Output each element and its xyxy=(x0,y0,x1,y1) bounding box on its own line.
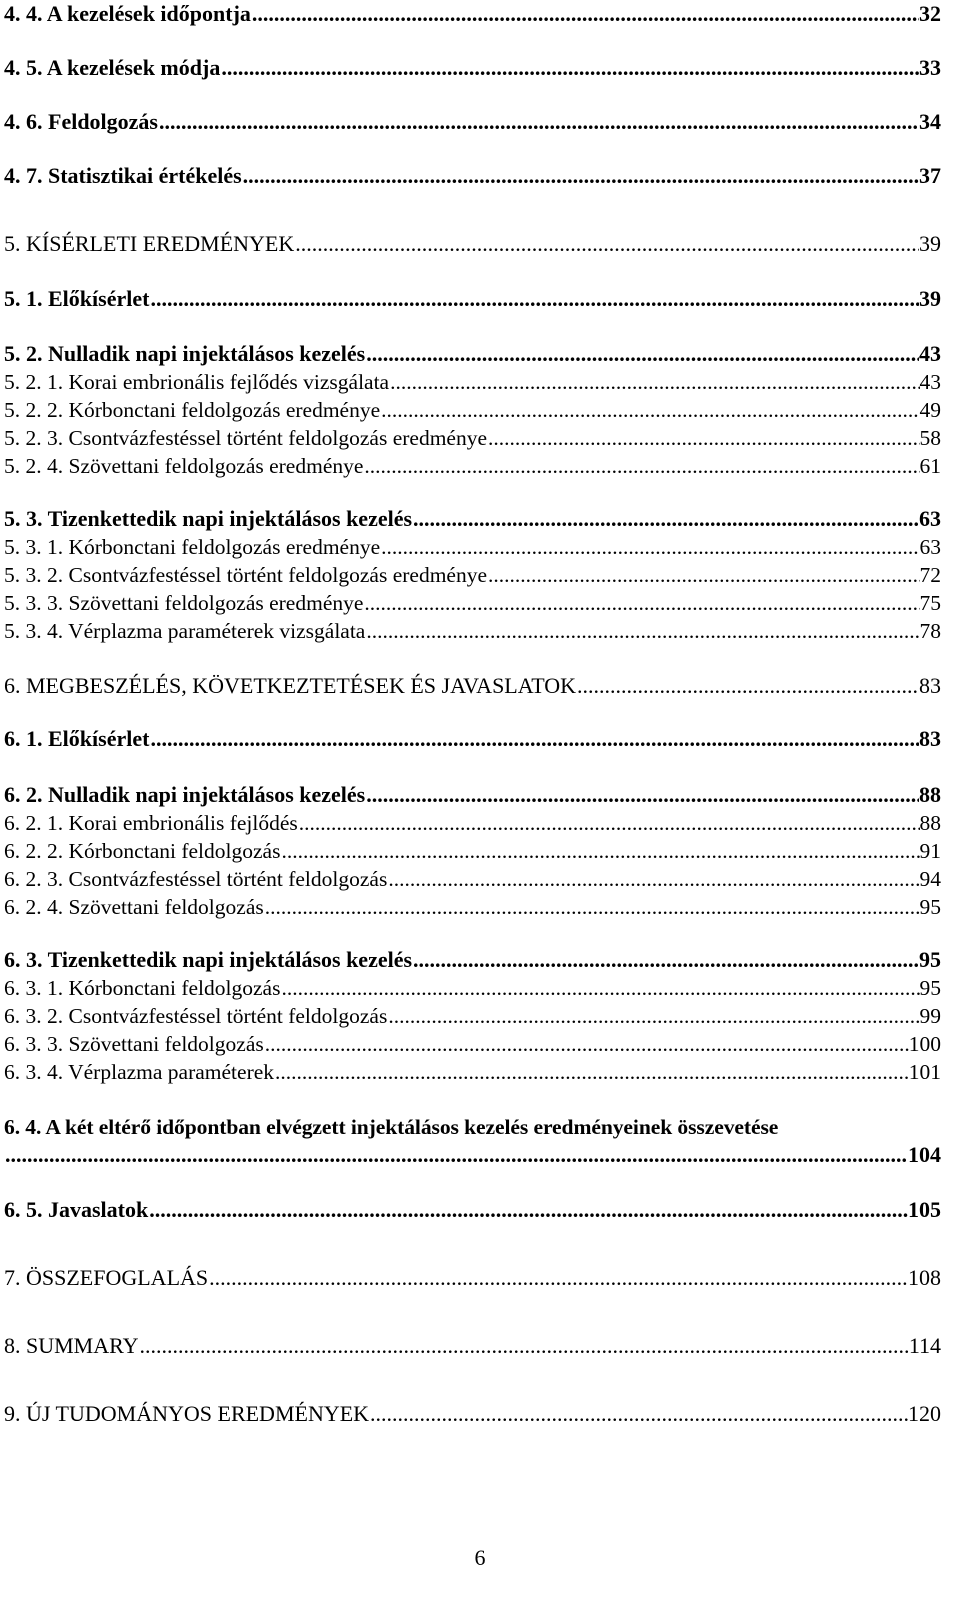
toc-entry-page: 120 xyxy=(908,1401,941,1426)
toc-entry[interactable] xyxy=(4,781,941,809)
toc-entry-label: 5. 3. 4. Vérplazma paraméterek vizsgálata xyxy=(4,619,366,643)
toc-entry-label: 4. 6. Feldolgozás xyxy=(4,109,158,134)
toc-entry-page: 91 xyxy=(919,839,941,863)
toc-entry-page: 100 xyxy=(908,1032,941,1056)
toc-leader-dots xyxy=(280,837,919,865)
toc-leader-dots xyxy=(264,1030,909,1058)
toc-entry[interactable] xyxy=(4,1264,941,1292)
toc-entry-label: 5. 1. Előkísérlet xyxy=(4,286,150,311)
toc-leader-dots xyxy=(264,893,920,921)
toc-entry[interactable] xyxy=(4,1400,941,1428)
toc-entry[interactable] xyxy=(4,0,941,28)
toc-leader-dots xyxy=(365,617,919,645)
toc-entry-label: 5. 3. Tizenkettedik napi injektálásos kezelés xyxy=(4,506,413,531)
toc-leader-dots xyxy=(387,865,919,893)
toc-entry-label: 6. 2. 3. Csontvázfestéssel történt feldolgozás xyxy=(4,867,388,891)
toc-entry-label: 8. SUMMARY xyxy=(4,1333,139,1358)
toc-entry[interactable] xyxy=(4,230,941,258)
toc-entry-label: 5. 3. 3. Szövettani feldolgozás eredménye xyxy=(4,591,364,615)
toc-entry-page: 39 xyxy=(919,231,941,256)
toc-entry-page: 114 xyxy=(908,1333,941,1358)
toc-entry[interactable] xyxy=(4,424,941,452)
toc-leader-dots xyxy=(4,1141,908,1169)
toc-entry-label: 6. 2. Nulladik napi injektálásos kezelés xyxy=(4,782,366,807)
toc-entry[interactable] xyxy=(4,672,941,700)
toc-entry[interactable] xyxy=(4,396,941,424)
toc-entry-page: 33 xyxy=(919,55,941,80)
toc-leader-dots xyxy=(412,946,919,974)
toc-entry[interactable] xyxy=(4,505,941,533)
toc-entry-page: 94 xyxy=(919,867,941,891)
toc-entry[interactable] xyxy=(4,54,941,82)
toc-leader-dots xyxy=(387,1002,919,1030)
toc-entry[interactable] xyxy=(4,865,941,893)
toc-entry-page: 34 xyxy=(919,109,941,134)
toc-entry-page: 58 xyxy=(919,426,941,450)
toc-entry[interactable] xyxy=(4,893,941,921)
toc-entry-page: 49 xyxy=(919,398,941,422)
toc-entry-page: 99 xyxy=(919,1004,941,1028)
toc-leader-dots xyxy=(294,230,919,258)
toc-entry-label: 5. 2. 2. Kórbonctani feldolgozás eredménye xyxy=(4,398,381,422)
toc-entry-label: 6. 2. 2. Kórbonctani feldolgozás xyxy=(4,839,281,863)
toc-entry-page: 63 xyxy=(919,506,941,531)
toc-entry-label: 6. MEGBESZÉLÉS, KÖVETKEZTETÉSEK ÉS JAVASLATOK xyxy=(4,673,577,698)
toc-entry-multiline[interactable] xyxy=(4,1113,941,1169)
toc-entry[interactable] xyxy=(4,974,941,1002)
toc-leader-dots xyxy=(380,396,919,424)
toc-entry[interactable] xyxy=(4,1196,941,1224)
toc-leader-dots xyxy=(208,1264,908,1292)
toc-leader-dots xyxy=(487,424,919,452)
toc-entry-label: 5. KÍSÉRLETI EREDMÉNYEK xyxy=(4,231,295,256)
toc-leader-dots xyxy=(251,0,919,28)
toc-entry-label: 6. 2. 1. Korai embrionális fejlődés xyxy=(4,811,298,835)
toc-entry[interactable] xyxy=(4,1058,941,1086)
toc-leader-dots xyxy=(369,1400,908,1428)
toc-entry[interactable] xyxy=(4,725,941,753)
toc-leader-dots xyxy=(363,589,919,617)
toc-entry-page: 43 xyxy=(919,370,941,394)
toc-leader-dots xyxy=(138,1332,908,1360)
toc-entry-label: 6. 3. 4. Vérplazma paraméterek xyxy=(4,1060,275,1084)
toc-entry-label: 4. 7. Statisztikai értékelés xyxy=(4,163,242,188)
toc-entry[interactable] xyxy=(4,1002,941,1030)
toc-entry-page: 61 xyxy=(919,454,941,478)
toc-leader-dots xyxy=(412,505,919,533)
toc-entry-continuation xyxy=(4,1141,941,1169)
toc-leader-dots xyxy=(158,108,919,136)
toc-entry-page: 88 xyxy=(919,811,941,835)
toc-entry-page: 83 xyxy=(919,673,941,698)
toc-entry-page: 88 xyxy=(919,782,941,807)
toc-entry[interactable] xyxy=(4,162,941,190)
toc-leader-dots xyxy=(576,672,919,700)
toc-entry[interactable] xyxy=(4,533,941,561)
toc-entry-label: 5. 2. 4. Szövettani feldolgozás eredménye xyxy=(4,454,364,478)
toc-entry-label: 6. 2. 4. Szövettani feldolgozás xyxy=(4,895,264,919)
toc-leader-dots xyxy=(220,54,919,82)
toc-leader-dots xyxy=(363,452,919,480)
toc-entry-label: 6. 3. 3. Szövettani feldolgozás xyxy=(4,1032,264,1056)
toc-entry-label: 5. 2. 3. Csontvázfestéssel történt feldolgozás eredménye xyxy=(4,426,488,450)
toc-entry-label: 6. 3. 2. Csontvázfestéssel történt feldolgozás xyxy=(4,1004,388,1028)
toc-entry[interactable] xyxy=(4,452,941,480)
toc-leader-dots xyxy=(280,974,919,1002)
toc-leader-dots xyxy=(274,1058,909,1086)
toc-entry[interactable] xyxy=(4,809,941,837)
toc-entry-label: 5. 3. 2. Csontvázfestéssel történt feldolgozás eredménye xyxy=(4,563,488,587)
toc-leader-dots xyxy=(149,285,919,313)
toc-entry-label: 9. ÚJ TUDOMÁNYOS EREDMÉNYEK xyxy=(4,1401,370,1426)
toc-entry-page: 75 xyxy=(919,591,941,615)
page-number: 6 xyxy=(474,1545,486,1570)
toc-entry-label: 6. 3. 1. Kórbonctani feldolgozás xyxy=(4,976,281,1000)
toc-leader-dots xyxy=(365,340,919,368)
toc-leader-dots xyxy=(487,561,919,589)
toc-entry-label: 6. 4. A két eltérő időpontban elvégzett injektálásos kezelés eredményeinek összevetése xyxy=(4,1115,779,1139)
toc-entry-page: 78 xyxy=(919,619,941,643)
toc-entry-page: 95 xyxy=(919,947,941,972)
toc-entry[interactable] xyxy=(4,1332,941,1360)
toc-leader-dots xyxy=(242,162,919,190)
toc-entry-page: 101 xyxy=(908,1060,941,1084)
toc-entry[interactable] xyxy=(4,368,941,396)
toc-leader-dots xyxy=(298,809,920,837)
toc-entry-page: 43 xyxy=(919,341,941,366)
toc-entry-label: 6. 1. Előkísérlet xyxy=(4,726,150,751)
toc-entry-page: 37 xyxy=(919,163,941,188)
toc-leader-dots xyxy=(149,725,919,753)
toc-entry-page: 104 xyxy=(908,1142,941,1167)
toc-entry-page: 72 xyxy=(919,563,941,587)
toc-entry-label: 5. 2. Nulladik napi injektálásos kezelés xyxy=(4,341,366,366)
toc-entry-label: 4. 4. A kezelések időpontja xyxy=(4,1,251,26)
toc-entry-label: 5. 2. 1. Korai embrionális fejlődés vizsgálata xyxy=(4,370,390,394)
toc-entry-label: 6. 5. Javaslatok xyxy=(4,1197,149,1222)
toc-entry[interactable] xyxy=(4,946,941,974)
toc-entry-page: 39 xyxy=(919,286,941,311)
toc-entry[interactable] xyxy=(4,285,941,313)
toc-entry-label: 6. 3. Tizenkettedik napi injektálásos kezelés xyxy=(4,947,413,972)
toc-entry-label: 5. 3. 1. Kórbonctani feldolgozás eredménye xyxy=(4,535,381,559)
toc-entry-page: 95 xyxy=(919,976,941,1000)
toc-entry[interactable] xyxy=(4,589,941,617)
toc-entry[interactable] xyxy=(4,340,941,368)
toc-leader-dots xyxy=(148,1196,908,1224)
toc-entry-page: 32 xyxy=(919,1,941,26)
toc-entry-page: 83 xyxy=(919,726,941,751)
toc-entry[interactable] xyxy=(4,1030,941,1058)
toc-entry-page: 95 xyxy=(919,895,941,919)
toc-entry[interactable] xyxy=(4,837,941,865)
toc-entry[interactable] xyxy=(4,617,941,645)
toc-leader-dots xyxy=(365,781,919,809)
toc-entry-label: 4. 5. A kezelések módja xyxy=(4,55,221,80)
toc-entry[interactable] xyxy=(4,561,941,589)
toc-leader-dots xyxy=(380,533,919,561)
toc-entry-page: 63 xyxy=(919,535,941,559)
toc-entry-label: 7. ÖSSZEFOGLALÁS xyxy=(4,1265,209,1290)
toc-entry-page: 108 xyxy=(908,1265,941,1290)
toc-leader-dots xyxy=(389,368,919,396)
toc-entry[interactable] xyxy=(4,108,941,136)
toc-entry-page: 105 xyxy=(908,1197,941,1222)
